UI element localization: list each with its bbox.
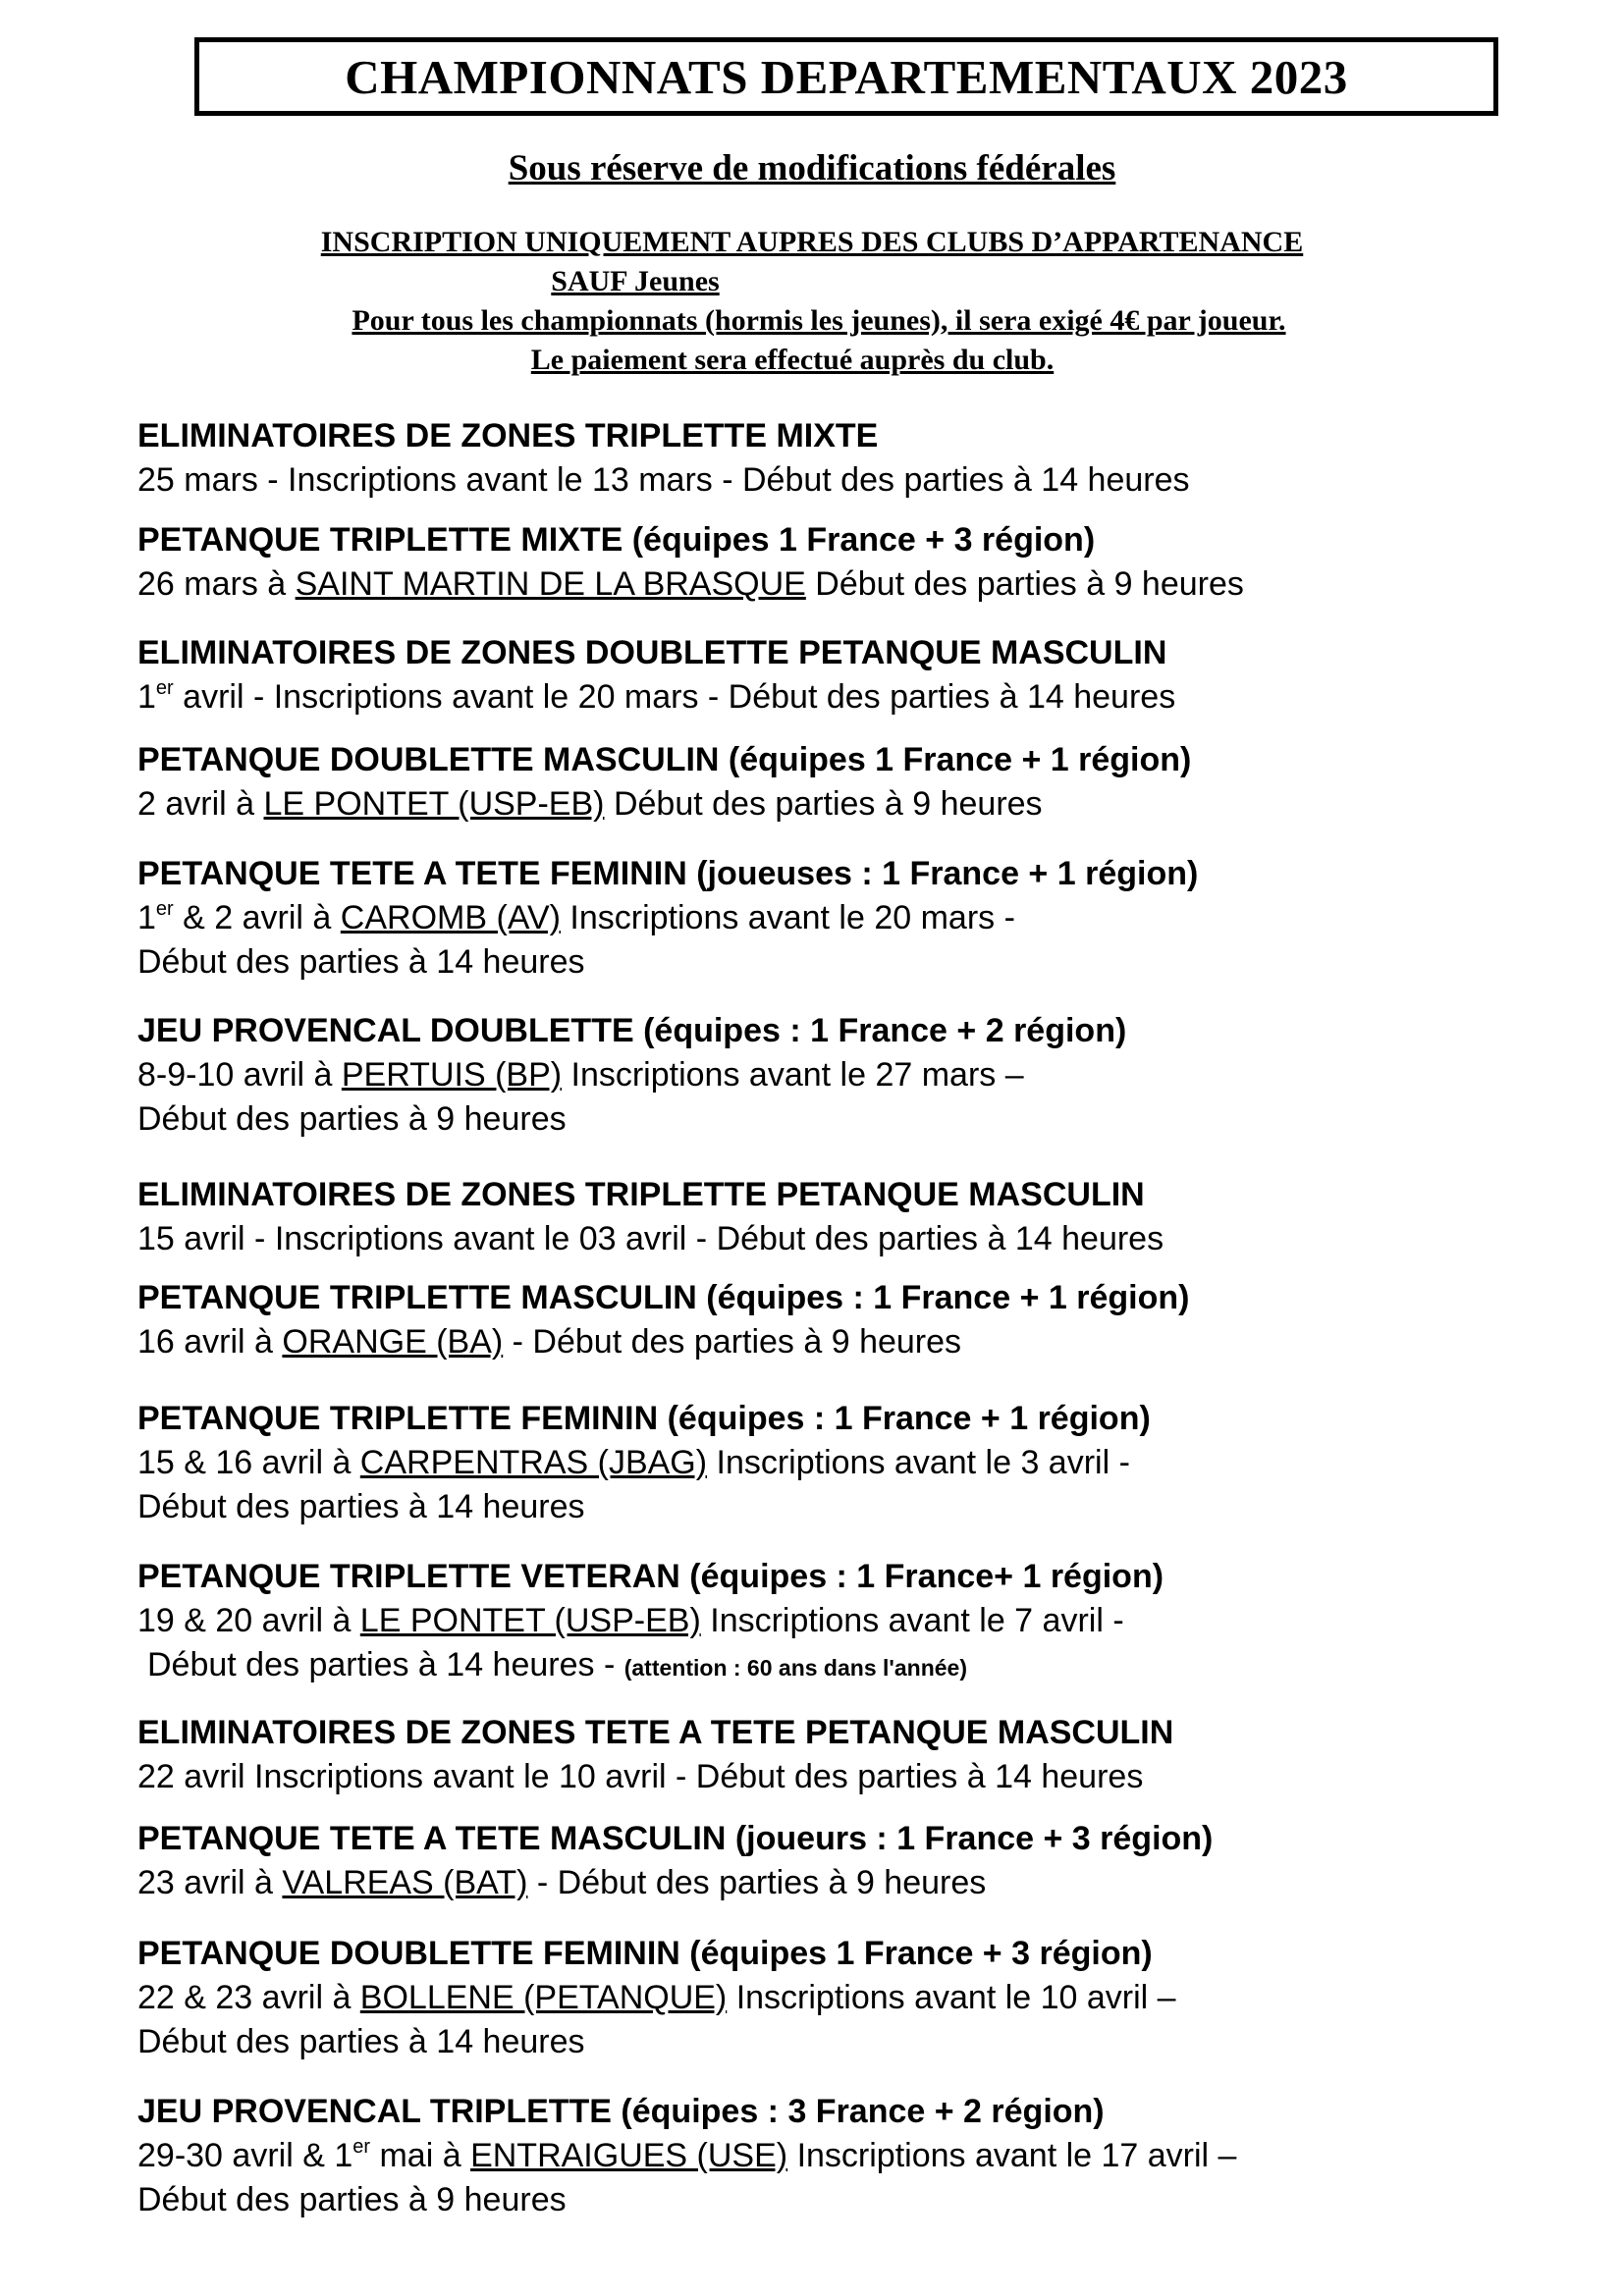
event-11 (137, 1711, 1591, 1799)
event-location: ORANGE (BA) (282, 1323, 504, 1361)
event-10 (137, 1555, 1591, 1690)
notice-line-2: SAUF Jeunes (551, 265, 720, 297)
subtitle: Sous réserve de modifications fédérales (508, 148, 1116, 188)
event-8 (137, 1276, 1591, 1364)
event-title: PETANQUE DOUBLETTE MASCULIN (équipes 1 France + 1 région) (137, 741, 1192, 778)
event-9 (137, 1397, 1591, 1529)
event-7 (137, 1173, 1591, 1261)
event-location: CARPENTRAS (JBAG) (359, 1444, 708, 1481)
event-4 (137, 738, 1591, 827)
event-details: 19 & 20 avril à LE PONTET (USP-EB) Inscriptions avant le 7 avril - (137, 1602, 1124, 1639)
event-details: 8-9-10 avril à PERTUIS (BP) Inscriptions avant le 27 mars – (137, 1056, 1024, 1094)
event-title: PETANQUE TETE A TETE FEMININ (joueuses : 1 France + 1 région) (137, 855, 1199, 892)
event-13 (137, 1932, 1591, 2064)
event-details: 15 & 16 avril à CARPENTRAS (JBAG) Inscriptions avant le 3 avril - (137, 1444, 1130, 1481)
event-2 (137, 518, 1591, 607)
event-3 (137, 631, 1591, 720)
event-location: ENTRAIGUES (USE) (470, 2137, 788, 2174)
event-location: SAINT MARTIN DE LA BRASQUE (295, 565, 806, 603)
event-location: VALREAS (BAT) (282, 1864, 528, 1901)
event-14 (137, 2090, 1591, 2222)
event-details: 1er avril - Inscriptions avant le 20 mars - Début des parties à 14 heures (137, 677, 1176, 716)
event-title: PETANQUE TRIPLETTE MIXTE (équipes 1 France + 3 région) (137, 521, 1096, 559)
event-title: PETANQUE DOUBLETTE FEMININ (équipes 1 France + 3 région) (137, 1935, 1153, 1972)
event-details: 15 avril - Inscriptions avant le 03 avril - Début des parties à 14 heures (137, 1220, 1164, 1257)
page-title-text: CHAMPIONNATS DEPARTEMENTAUX 2023 (345, 49, 1348, 104)
event-details: 2 avril à LE PONTET (USP-EB) Début des parties à 9 heures (137, 785, 1043, 823)
event-details: 22 & 23 avril à BOLLENE (PETANQUE) Inscriptions avant le 10 avril – (137, 1979, 1176, 2016)
event-details: 22 avril Inscriptions avant le 10 avril - Début des parties à 14 heures (137, 1758, 1144, 1795)
event-title: ELIMINATOIRES DE ZONES TRIPLETTE PETANQUE MASCULIN (137, 1176, 1145, 1213)
event-location: LE PONTET (USP-EB) (263, 785, 605, 823)
event-title: ELIMINATOIRES DE ZONES TRIPLETTE MIXTE (137, 417, 879, 454)
notice-line-1: INSCRIPTION UNIQUEMENT AUPRES DES CLUBS D’APPARTENANCE (320, 226, 1304, 258)
event-location: CAROMB (AV) (340, 899, 561, 936)
event-location: LE PONTET (USP-EB) (359, 1602, 701, 1639)
event-6 (137, 1009, 1591, 1142)
event-title: JEU PROVENCAL DOUBLETTE (équipes : 1 France + 2 région) (137, 1012, 1127, 1049)
event-details: 25 mars - Inscriptions avant le 13 mars - Début des parties à 14 heures (137, 461, 1190, 499)
event-details: 1er & 2 avril à CAROMB (AV) Inscriptions avant le 20 mars - (137, 898, 1015, 936)
event-details: 29-30 avril & 1er mai à ENTRAIGUES (USE) Inscriptions avant le 17 avril – (137, 2136, 1237, 2174)
event-title: ELIMINATOIRES DE ZONES TETE A TETE PETANQUE MASCULIN (137, 1714, 1174, 1751)
event-note: (attention : 60 ans dans l'année) (623, 1655, 967, 1681)
event-title: PETANQUE TETE A TETE MASCULIN (joueurs : 1 France + 3 région) (137, 1820, 1214, 1857)
event-details-line2: Début des parties à 9 heures (137, 2181, 567, 2218)
event-details-line2: Début des parties à 14 heures (137, 2023, 585, 2060)
event-details-line2: Début des parties à 14 heures (137, 1488, 585, 1525)
event-title: JEU PROVENCAL TRIPLETTE (équipes : 3 France + 2 région) (137, 2093, 1105, 2130)
event-5 (137, 852, 1591, 985)
event-details-line2: Début des parties à 14 heures - (attention : 60 ans dans l'année) (147, 1646, 967, 1683)
event-details-line2: Début des parties à 14 heures (137, 943, 585, 981)
page-title (194, 37, 1498, 116)
event-title: PETANQUE TRIPLETTE FEMININ (équipes : 1 France + 1 région) (137, 1400, 1151, 1437)
event-details: 26 mars à SAINT MARTIN DE LA BRASQUE Début des parties à 9 heures (137, 565, 1244, 603)
notice-line-4: Le paiement sera effectué auprès du club. (530, 344, 1055, 376)
event-location: BOLLENE (PETANQUE) (359, 1979, 728, 2016)
event-title: ELIMINATOIRES DE ZONES DOUBLETTE PETANQUE MASCULIN (137, 634, 1167, 671)
event-location: PERTUIS (BP) (341, 1056, 563, 1094)
event-1 (137, 414, 1591, 503)
event-title: PETANQUE TRIPLETTE MASCULIN (équipes : 1 France + 1 région) (137, 1279, 1190, 1316)
event-details-line2: Début des parties à 9 heures (137, 1100, 567, 1138)
notice-line-3: Pour tous les championnats (hormis les jeunes), il sera exigé 4€ par joueur. (352, 304, 1286, 337)
event-details: 16 avril à ORANGE (BA) - Début des parties à 9 heures (137, 1323, 962, 1361)
event-details: 23 avril à VALREAS (BAT) - Début des parties à 9 heures (137, 1864, 987, 1901)
event-12 (137, 1817, 1591, 1905)
event-title: PETANQUE TRIPLETTE VETERAN (équipes : 1 France+ 1 région) (137, 1558, 1164, 1595)
